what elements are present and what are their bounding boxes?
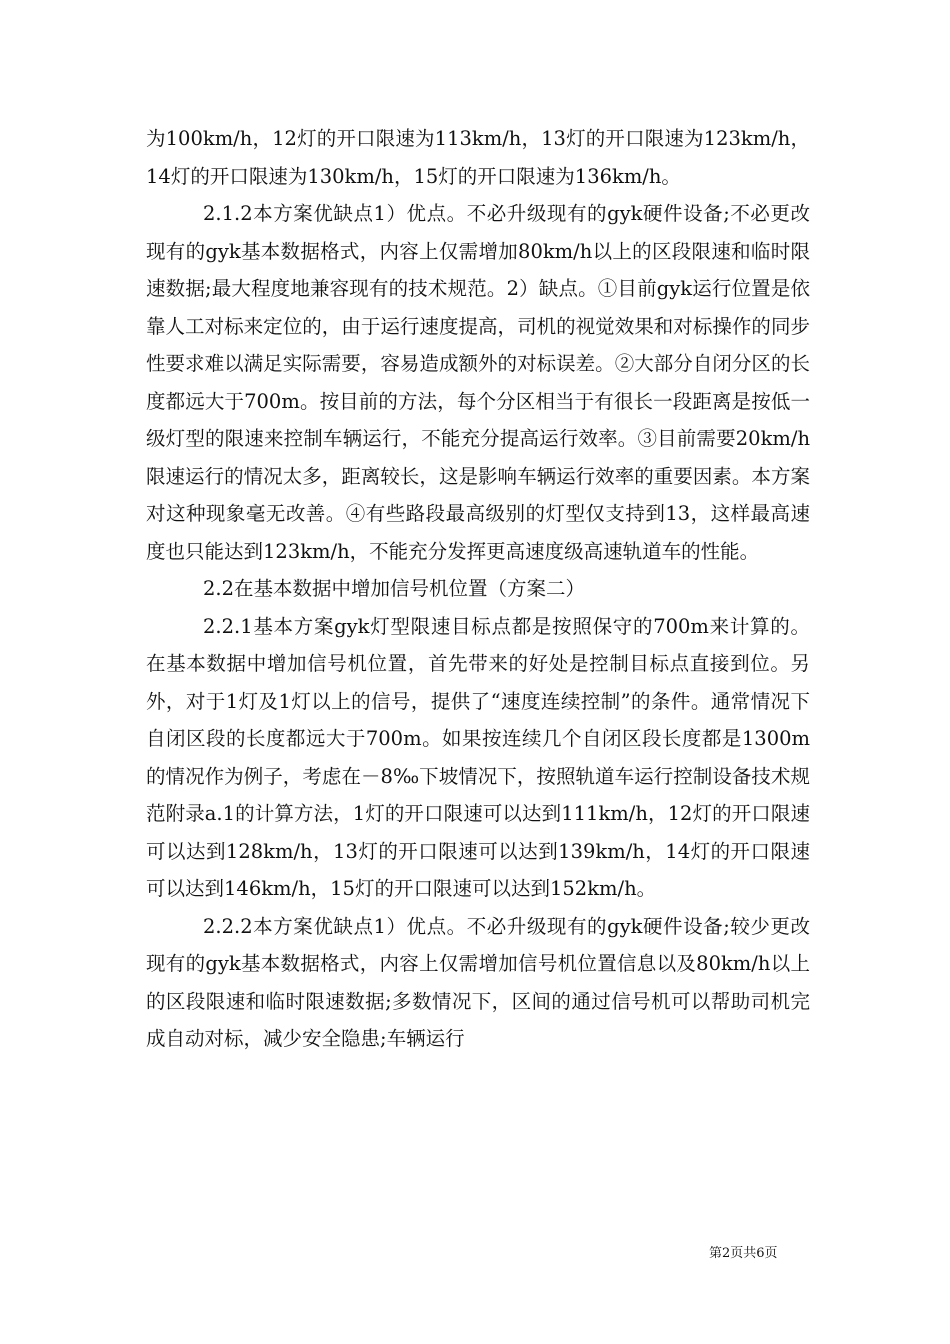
- paragraph-2-2-2-pros-cons: 2.2.2本方案优缺点1）优点。不必升级现有的gyk硬件设备;较少更改现有的gyk基本数据格式，内容上仅需增加信号机位置信息以及80km/h以上的区段限速和临时限速数据;多数情况下，区间的通过信号机可以帮助司机完成自动对标，减少安全隐患;车辆运行: [146, 914, 810, 1050]
- page-number-footer: 第2页共6页: [709, 1246, 778, 1261]
- section-heading-2-2: 2.2在基本数据中增加信号机位置（方案二）: [203, 577, 586, 600]
- document-body: [146, 120, 810, 1058]
- paragraph-2-1-2-pros-cons: 2.1.2本方案优缺点1）优点。不必升级现有的gyk硬件设备;不必更改现有的gyk基本数据格式，内容上仅需增加80km/h以上的区段限速和临时限速数据;最大程度地兼容现有的技术规范。2）缺点。①目前gyk运行位置是依靠人工对标来定位的，由于运行速度提高，司机的视觉效果和对标操作的同步性要求难以满足实际需要，容易造成额外的对标误差。②大部分自闭分区的长度都远大于700m。按目前的方法，每个分区相当于有很长一段距离是按低一级灯型的限速来控制车辆运行，不能充分提高运行效率。③目前需要20km/h限速运行的情况太多，距离较长，这是影响车辆运行效率的重要因素。本方案对这种现象毫无改善。④有些路段最高级别的灯型仅支持到13，这样最高速度也只能达到123km/h，不能充分发挥更高速度级高速轨道车的性能。: [146, 202, 810, 563]
- paragraph-speed-limits-continued: 为100km/h，12灯的开口限速为113km/h，13灯的开口限速为123km/h，14灯的开口限速为130km/h，15灯的开口限速为136km/h。: [146, 127, 810, 188]
- paragraph-2-2-1-basic-scheme: 2.2.1基本方案gyk灯型限速目标点都是按照保守的700m来计算的。在基本数据中增加信号机位置，首先带来的好处是控制目标点直接到位。另外，对于1灯及1灯以上的信号，提供了“速度连续控制”的条件。通常情况下自闭区段的长度都远大于700m。如果按连续几个自闭区段长度都是1300m的情况作为例子，考虑在－8‰下坡情况下，按照轨道车运行控制设备技术规范附录a.1的计算方法，1灯的开口限速可以达到111km/h，12灯的开口限速可以达到128km/h，13灯的开口限速可以达到139km/h，14灯的开口限速可以达到146km/h，15灯的开口限速可以达到152km/h。: [146, 614, 810, 900]
